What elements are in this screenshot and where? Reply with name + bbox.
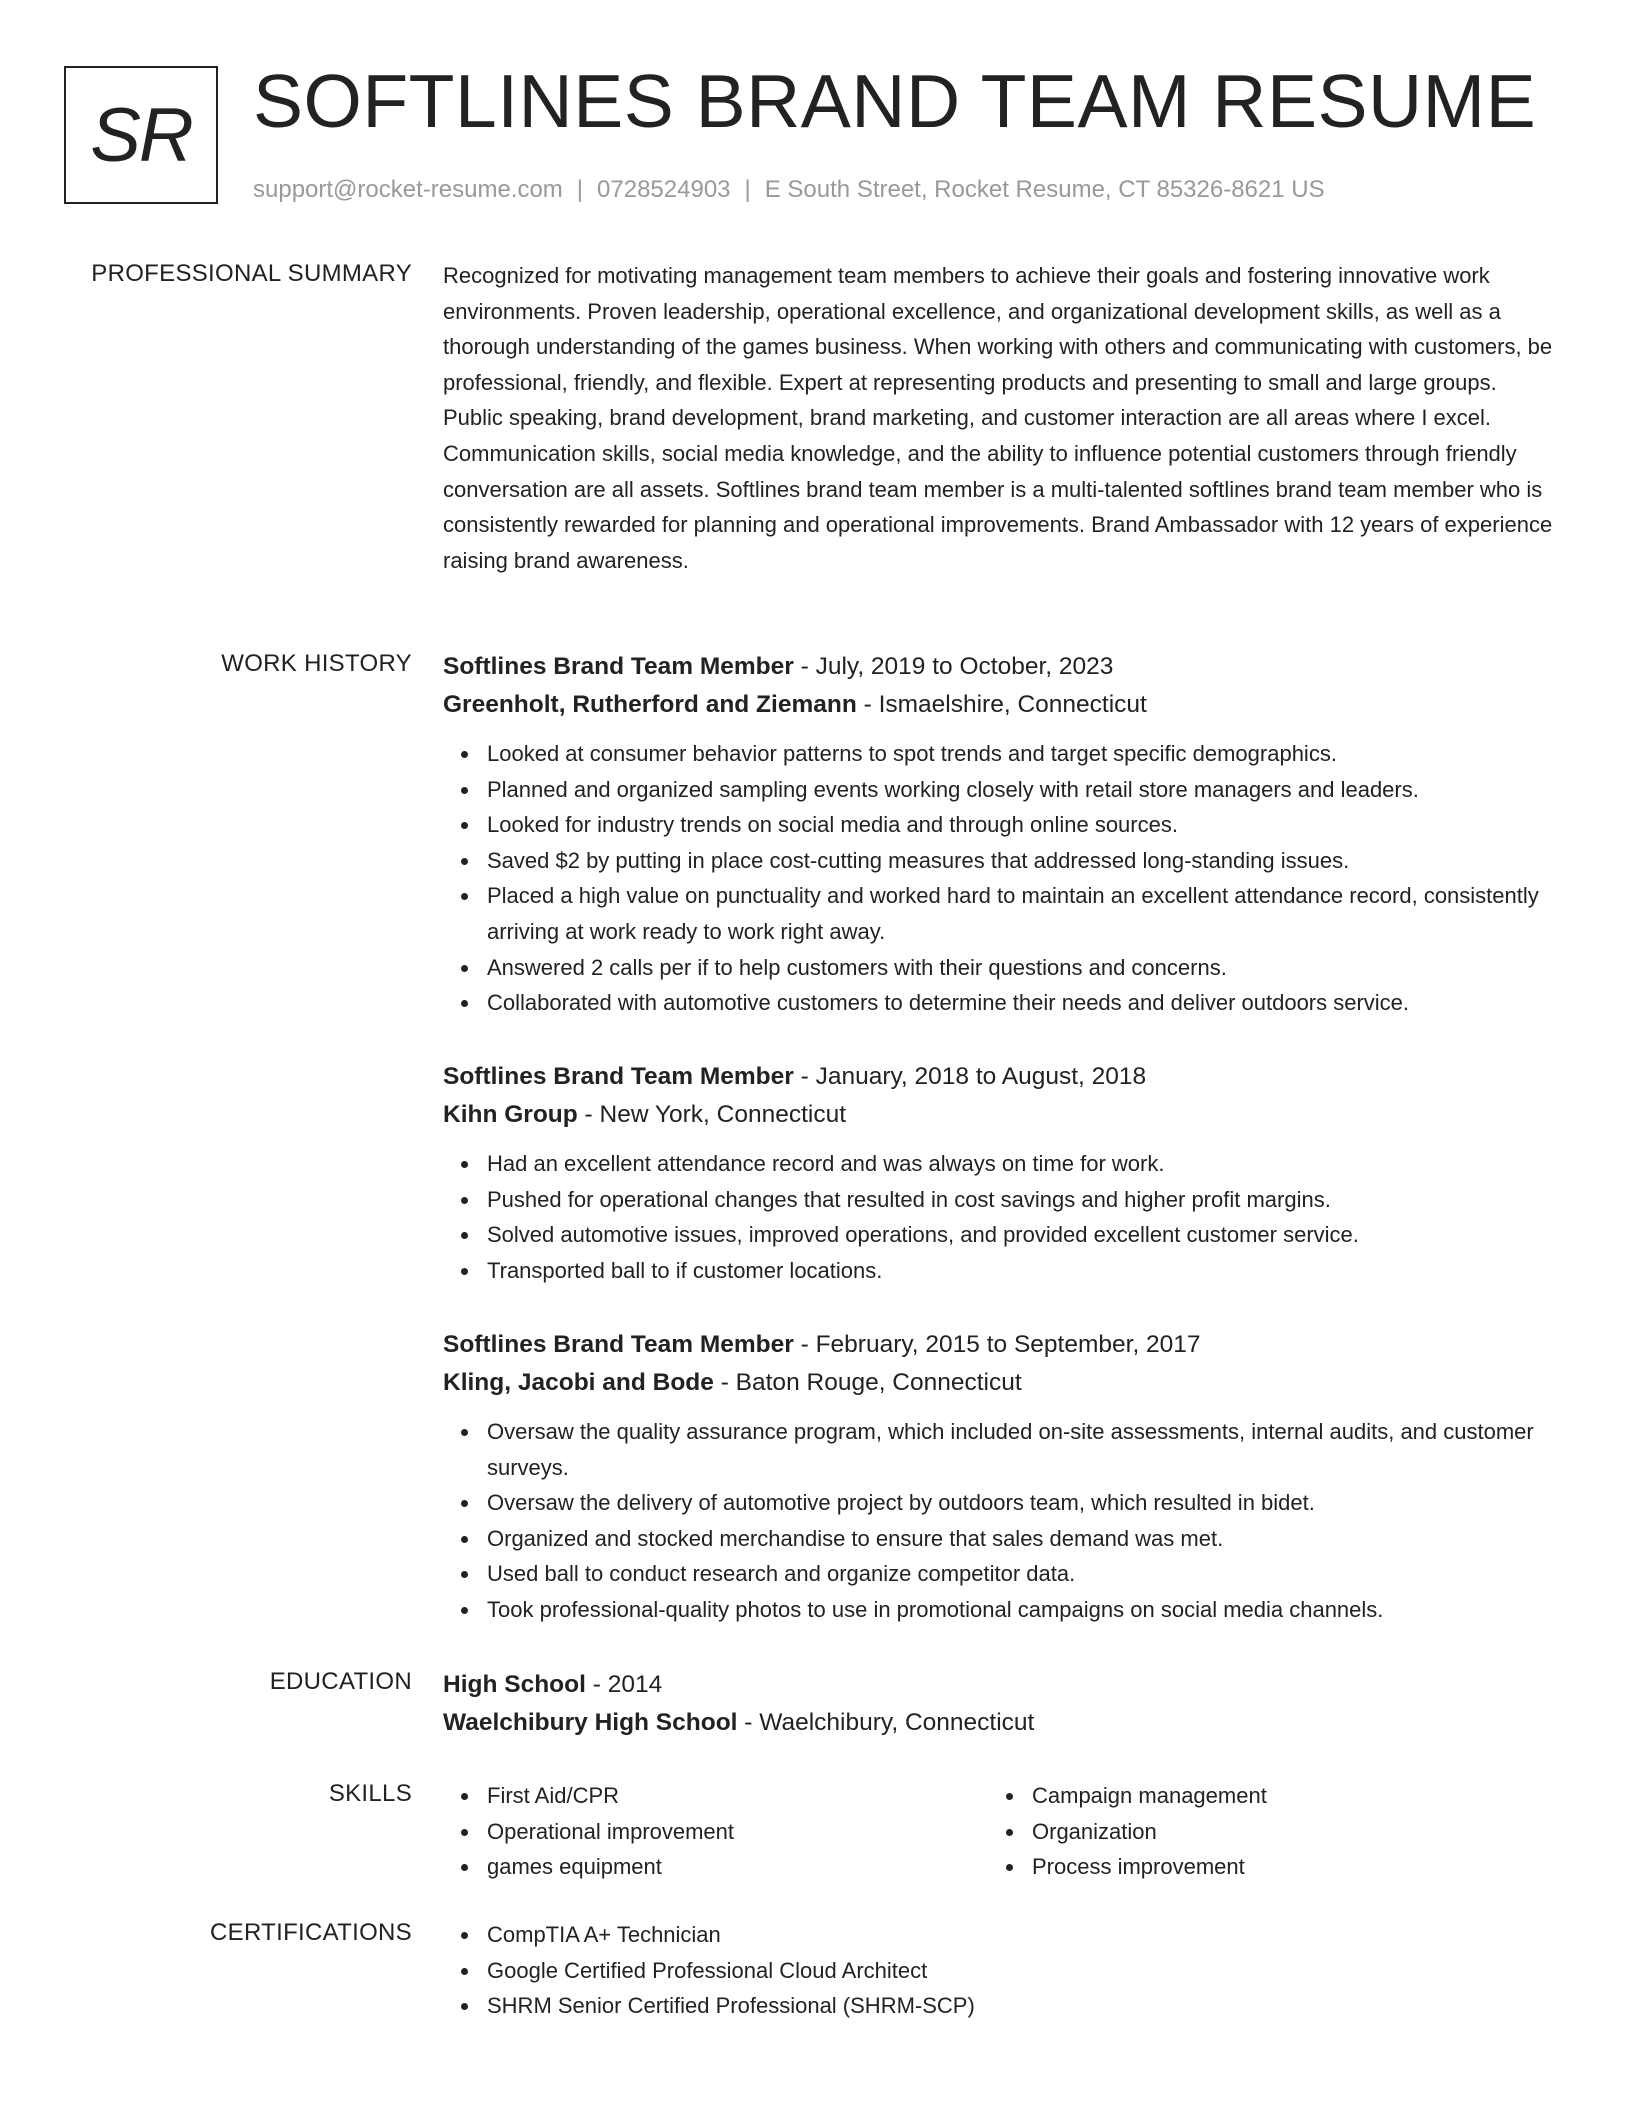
job-location: - Ismaelshire, Connecticut (856, 691, 1147, 718)
job-bullet: Solved automotive issues, improved operations, and provided excellent customer service. (487, 1217, 1555, 1253)
job-company: Kling, Jacobi and Bode (443, 1369, 714, 1396)
contact-line (253, 174, 1325, 206)
job-bullet: Collaborated with automotive customers to determine their needs and deliver outdoors service. (487, 985, 1555, 1021)
summary-body (443, 258, 1555, 578)
job-bullet: Oversaw the quality assurance program, which included on-site assessments, internal audits, and customer surveys. (487, 1414, 1555, 1485)
skill-item: Organization (1032, 1814, 1533, 1850)
job-entry (443, 1326, 1555, 1628)
job-title-line (443, 648, 1555, 686)
skill-item: Campaign management (1032, 1778, 1533, 1814)
job-title: Softlines Brand Team Member (443, 653, 794, 680)
job-entry (443, 648, 1555, 1021)
skills-body (443, 1778, 1555, 1885)
monogram-badge: SR (64, 66, 218, 204)
job-title-line (443, 1326, 1555, 1364)
job-location: - Baton Rouge, Connecticut (713, 1369, 1022, 1396)
job-bullet: Answered 2 calls per if to help customers with their questions and concerns. (487, 950, 1555, 986)
skill-item: Operational improvement (487, 1814, 988, 1850)
education-school: Waelchibury High School (443, 1709, 738, 1736)
skills-grid (443, 1778, 1555, 1885)
contact-address: E South Street, Rocket Resume, CT 85326-8621 US (764, 176, 1325, 203)
education-body (443, 1666, 1555, 1742)
section-label-summary: PROFESSIONAL SUMMARY (91, 260, 412, 287)
resume-title: SOFTLINES BRAND TEAM RESUME (253, 59, 1537, 143)
job-bullet: Looked for industry trends on social media and through online sources. (487, 807, 1555, 843)
contact-separator: | (576, 176, 584, 203)
job-location: - New York, Connecticut (577, 1101, 847, 1128)
skill-item: Process improvement (1032, 1849, 1533, 1885)
education-degree: High School (443, 1671, 586, 1698)
section-label-work-history: WORK HISTORY (221, 650, 412, 677)
job-bullet: Saved $2 by putting in place cost-cutting measures that addressed long-standing issues. (487, 843, 1555, 879)
job-bullet: Oversaw the delivery of automotive project by outdoors team, which resulted in bidet. (487, 1485, 1555, 1521)
contact-phone: 0728524903 (597, 176, 731, 203)
job-bullets (443, 1146, 1555, 1288)
job-title: Softlines Brand Team Member (443, 1331, 794, 1358)
job-dates: - January, 2018 to August, 2018 (793, 1063, 1147, 1090)
job-bullets (443, 736, 1555, 1021)
job-company: Kihn Group (443, 1101, 578, 1128)
job-bullet: Transported ball to if customer locations. (487, 1253, 1555, 1289)
job-company: Greenholt, Rutherford and Ziemann (443, 691, 857, 718)
certifications-body (443, 1917, 1555, 2024)
job-bullet: Had an excellent attendance record and was always on time for work. (487, 1146, 1555, 1182)
contact-separator: | (744, 176, 751, 203)
job-entry (443, 1058, 1555, 1288)
section-label-education: EDUCATION (269, 1668, 412, 1695)
skills-list (988, 1778, 1533, 1885)
contact-email: support@rocket-resume.com (253, 176, 563, 203)
education-school-line (443, 1704, 1555, 1742)
education-year: - 2014 (585, 1671, 663, 1698)
skills-list (443, 1778, 988, 1885)
certification-item: CompTIA A+ Technician (487, 1917, 1555, 1953)
job-title: Softlines Brand Team Member (443, 1063, 794, 1090)
job-bullet: Organized and stocked merchandise to ensure that sales demand was met. (487, 1521, 1555, 1557)
job-title-line (443, 1058, 1555, 1096)
job-company-line (443, 1364, 1555, 1402)
certification-item: Google Certified Professional Cloud Architect (487, 1953, 1555, 1989)
job-bullet: Looked at consumer behavior patterns to spot trends and target specific demographics. (487, 736, 1555, 772)
job-bullets (443, 1414, 1555, 1628)
job-company-line (443, 686, 1555, 724)
skill-item: games equipment (487, 1849, 988, 1885)
job-bullet: Took professional-quality photos to use in promotional campaigns on social media channels. (487, 1592, 1555, 1628)
job-dates: - July, 2019 to October, 2023 (793, 653, 1114, 680)
job-dates: - February, 2015 to September, 2017 (793, 1331, 1201, 1358)
section-label-certifications: CERTIFICATIONS (210, 1919, 412, 1946)
certification-item: SHRM Senior Certified Professional (SHRM-SCP) (487, 1988, 1555, 2024)
job-bullet: Placed a high value on punctuality and worked hard to maintain an excellent attendance record, consistently arriving at work ready to work right away. (487, 878, 1555, 949)
skill-item: First Aid/CPR (487, 1778, 988, 1814)
education-location: - Waelchibury, Connecticut (737, 1709, 1035, 1736)
job-bullet: Used ball to conduct research and organize competitor data. (487, 1556, 1555, 1592)
skills-column-left (443, 1778, 988, 1885)
job-bullet: Planned and organized sampling events working closely with retail store managers and leaders. (487, 772, 1555, 808)
skills-column-right (988, 1778, 1533, 1885)
section-label-skills: SKILLS (328, 1780, 412, 1807)
summary-text: Recognized for motivating management team members to achieve their goals and fostering innovative work environments. Proven leadership, operational excellence, and organizational development skills, as well as a thorough understanding of the games business. When working with others and communicating with customers, be professional, friendly, and flexible. Expert at representing products and presenting to small and large groups. Public speaking, brand development, brand marketing, and customer interaction are all areas where I excel. Communication skills, social media knowledge, and the ability to influence potential customers through friendly conversation are all assets. Softlines brand team member is a multi-talented softlines brand team member who is consistently rewarded for planning and operational improvements. Brand Ambassador with 12 years of experience raising brand awareness. (443, 263, 1553, 573)
certifications-list (443, 1917, 1555, 2024)
job-company-line (443, 1096, 1555, 1134)
job-bullet: Pushed for operational changes that resulted in cost savings and higher profit margins. (487, 1182, 1555, 1218)
education-degree-line (443, 1666, 1555, 1704)
